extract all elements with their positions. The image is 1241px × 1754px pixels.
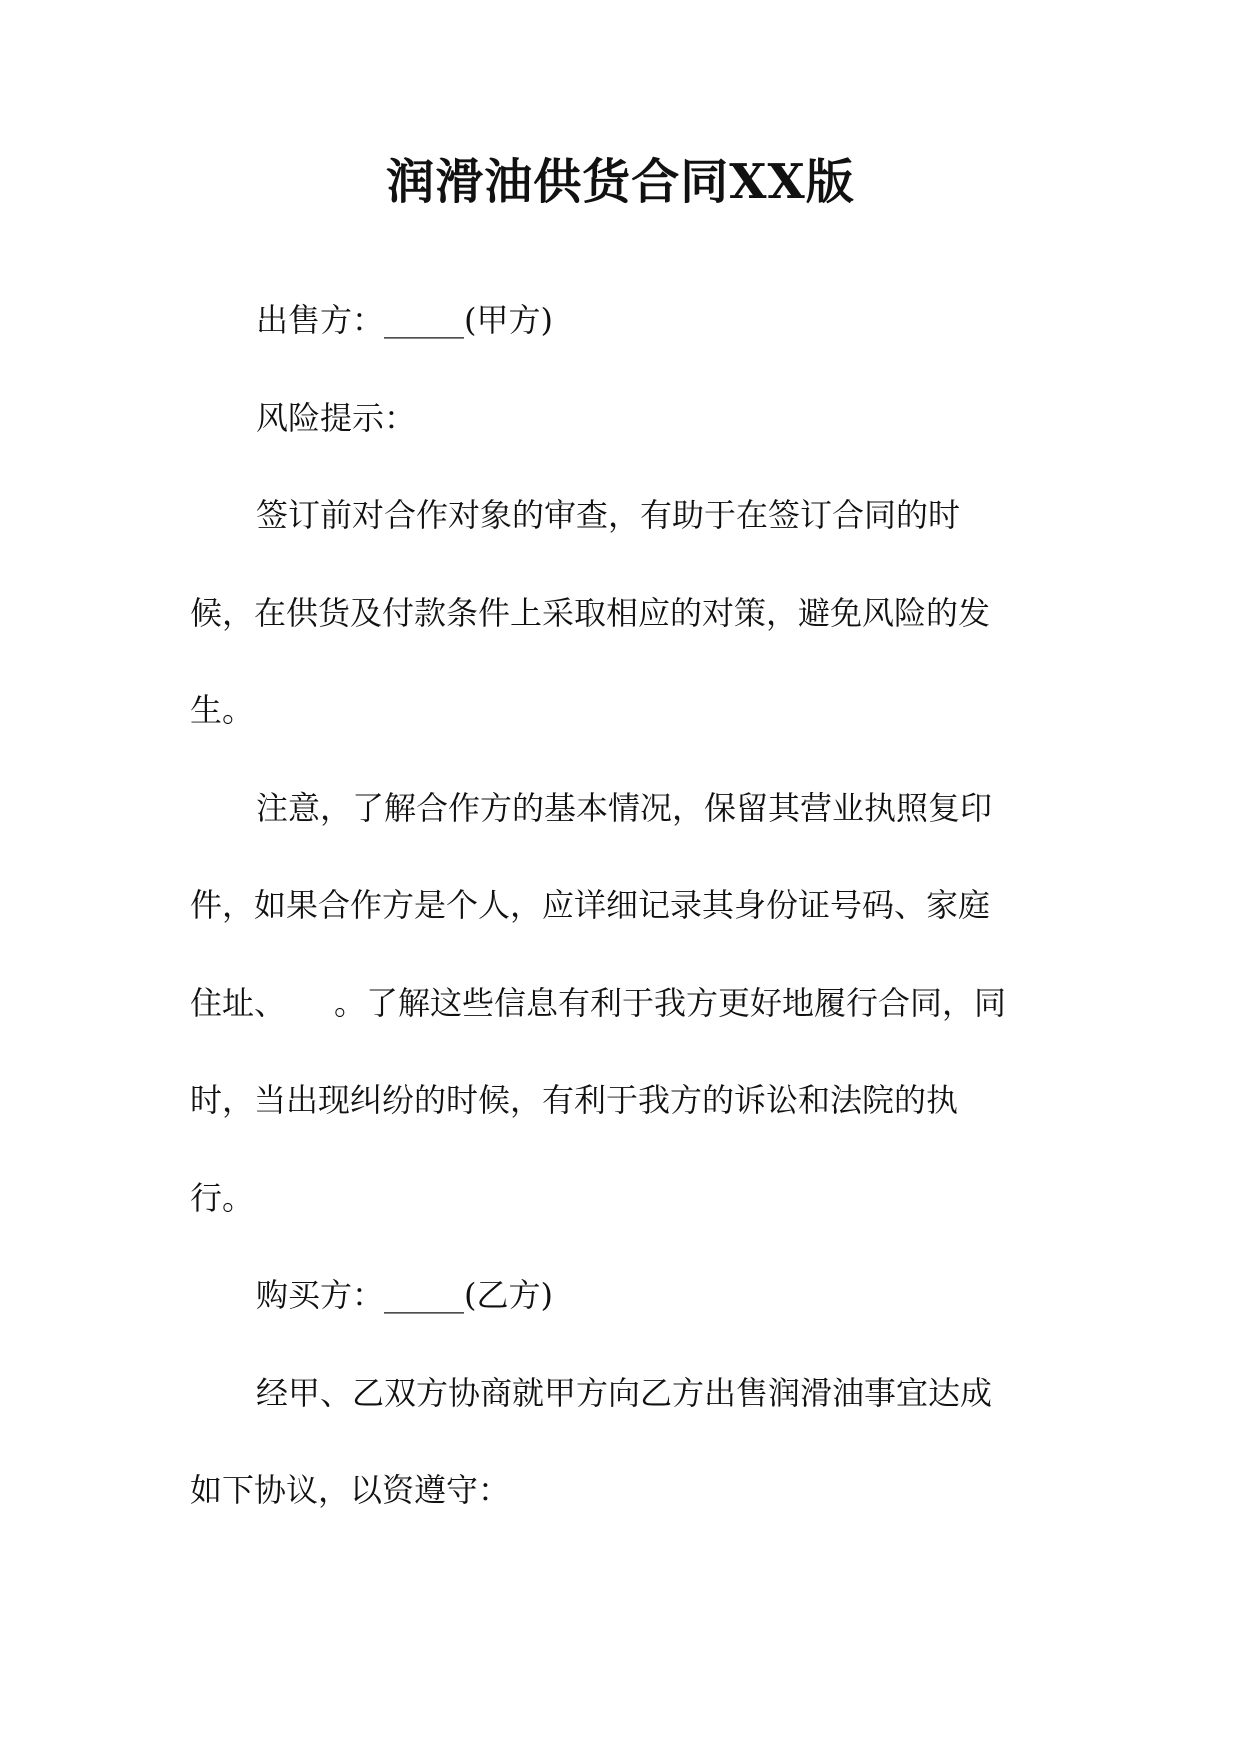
buyer-line: 购买方：_____(乙方) [256,1276,553,1314]
paragraph-line: 经甲、乙双方协商就甲方向乙方出售润滑油事宜达成 [256,1373,993,1412]
paragraph-line: 行。 [190,1178,255,1217]
risk-notice-heading: 风险提示： [256,398,417,437]
document-title: 润滑油供货合同XX版 [386,154,855,210]
paragraph-line: 候，在供货及付款条件上采取相应的对策，避免风险的发 [190,593,991,632]
paragraph-line: 生。 [190,691,255,729]
paragraph-line: 如下协议，以资遵守： [190,1471,511,1509]
paragraph-line: 时，当出现纠纷的时候，有利于我方的诉讼和法院的执 [190,1081,959,1119]
paragraph-line: 件，如果合作方是个人，应详细记录其身份证号码、家庭 [190,886,991,924]
paragraph-line: 签订前对合作对象的审查，有助于在签订合同的时 [256,496,961,534]
seller-line: 出售方：_____(甲方) [256,301,553,339]
paragraph-line: 住址、 。了解这些信息有利于我方更好地履行合同，同 [190,983,1007,1022]
paragraph-line: 注意，了解合作方的基本情况，保留其营业执照复印 [256,788,993,827]
document-body [190,300,1070,1568]
